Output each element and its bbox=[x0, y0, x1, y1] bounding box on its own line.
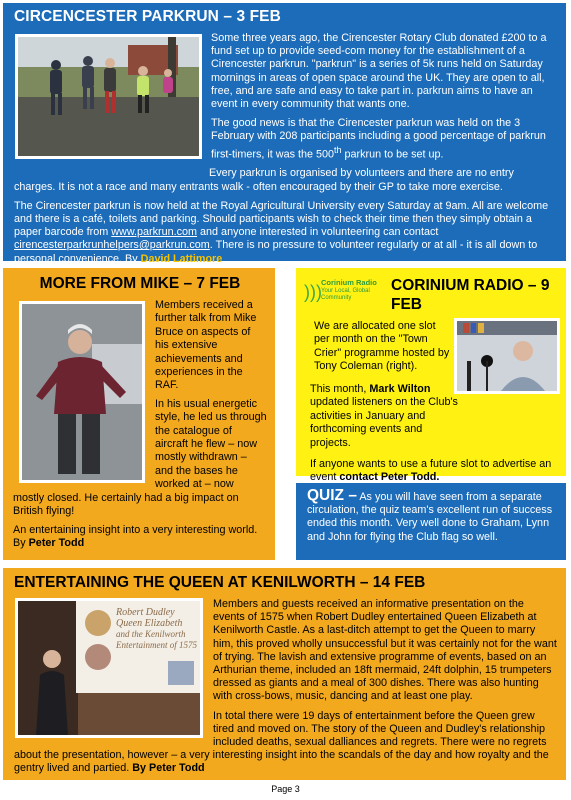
radio-paragraph-1: We are allocated one slot per month on the "Town Crier" programme hosted by Tony Coleman (right). bbox=[314, 320, 450, 373]
radio-body bbox=[310, 383, 558, 493]
radio-p2-end: updated listeners on the Club's activities in January and forthcoming events and projects. bbox=[310, 396, 458, 449]
corinium-radio-logo bbox=[304, 277, 390, 309]
queen-paragraph-1: Members and guests received an informative presentation on the events of 1575 when Robert Dudley entertained Queen Elizabeth at Kenilworth Castle. As a last-ditch attempt to get the Queen to marry him, this proved wholly unsuccessful but it was certainly not for the want of trying. The lavish and extensive programme of events, based on an Arthurian theme, included an 18ft mermaid, 24ft dolphin, 15 trumpeters dressed as giants and a meal of 300 dishes. There was also hunting with cross-bows, music, dancing and at least one play. bbox=[213, 598, 557, 703]
mike-speaker-photo bbox=[19, 301, 145, 483]
parkrun-website-link[interactable]: www.parkrun.com bbox=[111, 226, 198, 239]
parkrun-title: CIRCENCESTER PARKRUN – 3 FEB bbox=[14, 8, 281, 25]
radio-wave-icon: ))) bbox=[304, 282, 322, 302]
parkrun-p4-mid: and anyone interested in volunteering can contact bbox=[197, 226, 439, 239]
parkrun-email-link[interactable]: cirencesterparkrunhelpers@parkrun.com bbox=[14, 239, 210, 252]
page-number: Page 3 bbox=[271, 784, 300, 794]
parkrun-runners-photo bbox=[15, 34, 202, 159]
slide-line-2: Queen Elizabeth bbox=[116, 618, 183, 629]
quiz-article bbox=[296, 483, 566, 560]
parkrun-p4-text: The Cirencester parkrun is now held at the Royal Agricultural University every Saturday at 9am. All are welcome and there is a café, toilets and parking. Should participants wish to check their time then they simply obtain a paper barcode from bbox=[14, 199, 549, 239]
logo-name: Corinium Radio bbox=[321, 278, 377, 287]
slide-text bbox=[116, 607, 202, 651]
radio-article bbox=[296, 268, 566, 484]
radio-guest-name: Mark Wilton bbox=[369, 383, 431, 395]
speaker-illustration bbox=[22, 304, 142, 480]
parkrun-article bbox=[3, 3, 566, 265]
queen-article bbox=[3, 568, 566, 780]
parkrun-paragraph-1: Some three years ago, the Cirencester Rotary Club donated £200 to a fund set up to provide seed-com money for the establishment of a Cirencester parkrun. "parkrun" is a series of 5k runs held on Saturday mornings in areas of open space around the UK. They are open to all, free, and are safe and easy to take part in. parkrun aims to have an event in every community that wants one. bbox=[211, 32, 547, 111]
parkrun-p2-end: parkrun to be set up. bbox=[341, 148, 444, 161]
presenter-illustration bbox=[457, 321, 557, 391]
slide-line-1: Robert Dudley bbox=[116, 607, 175, 618]
radio-paragraph-2 bbox=[310, 383, 460, 450]
queen-title: ENTERTAINING THE QUEEN AT KENILWORTH – 14 FEB bbox=[14, 574, 426, 591]
parkrun-paragraph-4 bbox=[14, 200, 557, 266]
quiz-body: As you will have seen from a separate circulation, the quiz team's excellent run of success ended this month. Very well done to Graham, Lynn and John for flying the Club flag so well. bbox=[307, 491, 553, 543]
mike-author: Peter Todd bbox=[28, 536, 85, 549]
radio-paragraph-3 bbox=[310, 458, 558, 485]
slide-line-4: Entertainment of 1575 bbox=[116, 640, 197, 650]
mike-title: MORE FROM MIKE – 7 FEB bbox=[39, 275, 241, 292]
queen-p2-text: In total there were 19 days of entertainment before the Queen grew tired and moved on. The story of the Queen and Dudley's relationship included deaths, sexual dalliances and regrets. There were no regrets about the presentation, however – a very interesting insight into the scandals of the day and how royalty and the gentry lived and partied. bbox=[14, 709, 549, 775]
logo-tagline: Your Local, Global Community bbox=[321, 288, 370, 301]
mike-paragraph-2: In his usual energetic style, he led us through the catalogue of aircraft he flew – now mostly withdrawn – and the bases he worked at – now mostly closed. He certainly had a big impact on British flying! bbox=[13, 397, 267, 518]
queen-author: By Peter Todd bbox=[132, 762, 205, 775]
queen-presentation-photo bbox=[15, 598, 203, 738]
runners-illustration bbox=[18, 37, 199, 156]
parkrun-p2-sup: th bbox=[334, 144, 342, 155]
quiz-title: QUIZ – bbox=[307, 487, 357, 504]
radio-p2-text: This month, bbox=[310, 383, 370, 395]
parkrun-paragraph-3: Every parkrun is organised by volunteers and there are no entry charges. It is not a race and many entrants walk - often encouraged by their GP to take more exercise. bbox=[14, 167, 514, 193]
radio-contact: contact Peter Todd. bbox=[339, 471, 440, 484]
radio-title: CORINIUM RADIO – 9 FEB bbox=[391, 277, 550, 313]
mike-paragraph-1: Members received a further talk from Mike Bruce on aspects of his extensive achievements and experiences in the RAF. bbox=[155, 299, 257, 392]
parkrun-p2-text: The good news is that the Cirencester parkrun was held on the 3 February with 208 participants including a good percentage of parkrun first-timers, it was the 500 bbox=[211, 117, 546, 161]
radio-p3-text: If anyone wants to use a future slot to advertise an event bbox=[310, 458, 552, 484]
parkrun-p4-end: . There is no pressure to volunteer regularly or at all - it is all down to personal convenience. By bbox=[14, 239, 538, 265]
slide-line-3: and the Kenilworth bbox=[116, 629, 186, 639]
mike-paragraph-3 bbox=[13, 524, 267, 551]
mike-article bbox=[3, 268, 275, 560]
mike-p3-text: An entertaining insight into a very interesting world. By bbox=[13, 523, 258, 549]
parkrun-author: David Lattimore bbox=[140, 252, 223, 265]
